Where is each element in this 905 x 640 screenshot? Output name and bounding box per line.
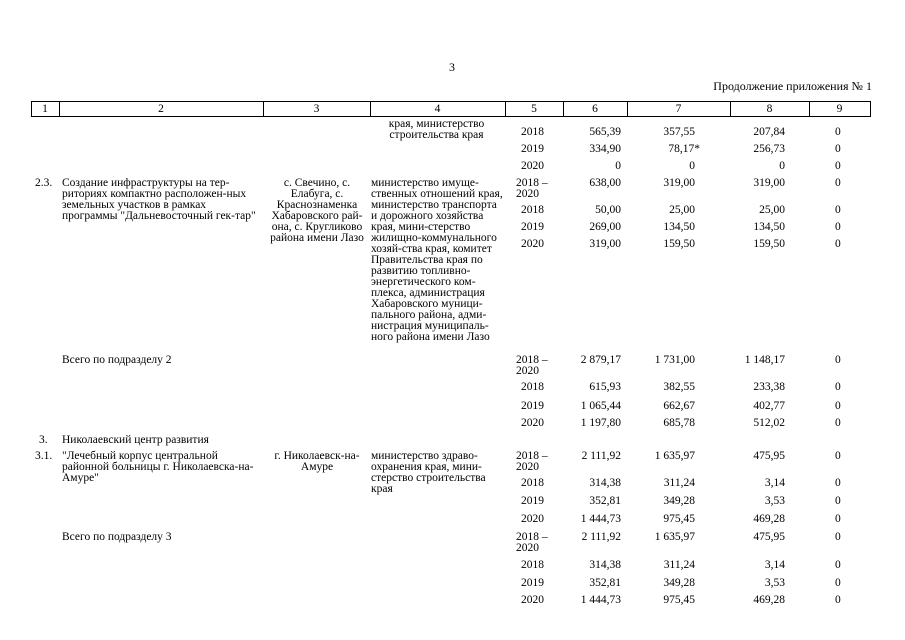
value-cell: 0 (835, 450, 841, 462)
value-cell: 0 (835, 531, 841, 543)
value-cell: 349,28 (663, 495, 695, 507)
row-number: 3.1. (35, 450, 53, 462)
value-cell: 352,81 (589, 577, 621, 589)
value-cell: 233,38 (753, 381, 785, 393)
subtotal-label: Всего по подразделу 2 (62, 354, 172, 366)
value-cell: 0 (835, 381, 841, 393)
column-header-5: 5 (531, 103, 537, 115)
year-cell: 2019 (521, 495, 544, 507)
value-cell: 256,73 (753, 143, 785, 155)
value-cell: 314,38 (589, 559, 621, 571)
value-cell: 615,93 (589, 381, 621, 393)
value-cell: 334,90 (589, 143, 621, 155)
value-cell: 159,50 (663, 238, 695, 250)
value-cell: 134,50 (753, 221, 785, 233)
year-cell: 2019 (521, 577, 544, 589)
value-cell: 0 (835, 495, 841, 507)
value-cell: 0 (779, 160, 785, 172)
value-cell: 1 731,00 (654, 354, 695, 366)
location-cell: с. Свечино, с. Елабуга, с. Краснознаменка Хабаровского рай-она, с. Кругликово района имени Лазо (270, 177, 364, 244)
value-cell: 565,39 (589, 126, 621, 138)
value-cell: 1 065,44 (580, 400, 621, 412)
year-cell: 2018 – 2020 (516, 450, 548, 473)
value-cell: 25,00 (669, 204, 695, 216)
value-cell: 402,77 (753, 400, 785, 412)
header-top-border (31, 101, 871, 102)
value-cell: 2 879,17 (580, 354, 621, 366)
column-header-4: 4 (434, 103, 441, 115)
year-cell: 2020 (521, 160, 544, 172)
column-header-3: 3 (313, 103, 320, 115)
column-header-8: 8 (766, 103, 773, 115)
value-cell: 349,28 (663, 577, 695, 589)
value-cell: 475,95 (753, 531, 785, 543)
value-cell: 469,28 (753, 594, 785, 606)
value-cell: 25,00 (759, 204, 785, 216)
executor-cell: министерство имуще-ственных отношений края, министерство транспорта и дорожного хозяйства края, мини-стерство жилищно-коммунального хозяй-ства края, комитет Правительства края по развитию топливно-энергетического ком-плекса, администрация Хабаровского муници-пального района, адми-нистрация муниципаль-ного района имени Лазо (371, 177, 503, 343)
year-cell: 2020 (521, 238, 544, 250)
year-cell: 2018 (521, 204, 544, 216)
value-cell: 159,50 (753, 238, 785, 250)
value-cell: 0 (835, 594, 841, 606)
value-cell: 50,00 (595, 204, 621, 216)
value-cell: 319,00 (753, 177, 785, 189)
value-cell: 311,24 (663, 477, 695, 489)
value-cell: 3,14 (764, 477, 785, 489)
year-cell: 2020 (521, 513, 544, 525)
value-cell: 311,24 (663, 559, 695, 571)
value-cell: 0 (835, 221, 841, 233)
value-cell: 975,45 (663, 513, 695, 525)
value-cell: 469,28 (753, 513, 785, 525)
year-cell: 2018 – 2020 (516, 354, 548, 377)
value-cell: 269,00 (589, 221, 621, 233)
year-cell: 2018 (521, 559, 544, 571)
column-header-9: 9 (836, 103, 843, 115)
value-cell: 0 (835, 126, 841, 138)
year-cell: 2018 – 2020 (516, 177, 548, 200)
page-number: 3 (449, 60, 455, 74)
subtotal-label: Всего по подразделу 3 (62, 531, 172, 543)
value-cell: 314,38 (589, 477, 621, 489)
year-cell: 2018 (521, 477, 544, 489)
column-header-6: 6 (592, 103, 598, 115)
value-cell: 512,02 (753, 417, 785, 429)
value-cell: 3,14 (764, 559, 785, 571)
value-cell: 207,84 (753, 126, 785, 138)
year-cell: 2019 (521, 143, 544, 155)
executor-cell: министерство здраво-охранения края, мини-стерство строительства края (371, 450, 486, 495)
value-cell: 0 (835, 238, 841, 250)
value-cell: 319,00 (663, 177, 695, 189)
value-cell: 0 (835, 160, 841, 172)
year-cell: 2019 (521, 400, 544, 412)
value-cell: 685,78 (663, 417, 695, 429)
value-cell: 3,53 (764, 577, 785, 589)
value-cell: 0 (835, 477, 841, 489)
value-cell: 78,17* (668, 143, 700, 155)
value-cell: 1 197,80 (580, 417, 621, 429)
value-cell: 0 (835, 417, 841, 429)
section-title: Николаевский центр развития (62, 434, 209, 446)
header-divider (870, 101, 871, 117)
year-cell: 2018 (521, 126, 544, 138)
value-cell: 662,67 (663, 400, 695, 412)
value-cell: 319,00 (589, 238, 621, 250)
value-cell: 0 (615, 160, 621, 172)
value-cell: 0 (835, 513, 841, 525)
column-header-7: 7 (675, 103, 682, 115)
item-name-cell: "Лечебный корпус центральной районной больницы г. Николаевска-на-Амуре" (62, 450, 254, 484)
value-cell: 1 444,73 (580, 594, 621, 606)
year-cell: 2020 (521, 417, 544, 429)
value-cell: 0 (835, 559, 841, 571)
value-cell: 1 635,97 (654, 531, 695, 543)
header-bottom-border (31, 116, 871, 117)
location-cell: г. Николаевск-на-Амуре (274, 450, 360, 473)
continuation-caption: Продолжение приложения № 1 (713, 79, 872, 93)
year-cell: 2018 (521, 381, 544, 393)
value-cell: 638,00 (589, 177, 621, 189)
year-cell: 2019 (521, 221, 544, 233)
column-header-2: 2 (158, 103, 164, 115)
value-cell: 975,45 (663, 594, 695, 606)
value-cell: 2 111,92 (581, 531, 621, 543)
value-cell: 134,50 (663, 221, 695, 233)
value-cell: 0 (835, 354, 841, 366)
value-cell: 1 444,73 (580, 513, 621, 525)
value-cell: 1 635,97 (654, 450, 695, 462)
year-cell: 2018 – 2020 (516, 531, 548, 554)
table-header (31, 101, 871, 117)
value-cell: 0 (835, 143, 841, 155)
value-cell: 3,53 (764, 495, 785, 507)
value-cell: 357,55 (663, 126, 695, 138)
executor-cell: края, министерство строительства края (388, 118, 485, 141)
value-cell: 2 111,92 (581, 450, 621, 462)
row-number: 2.3. (35, 177, 53, 189)
value-cell: 0 (835, 400, 841, 412)
value-cell: 0 (835, 177, 841, 189)
value-cell: 475,95 (753, 450, 785, 462)
value-cell: 352,81 (589, 495, 621, 507)
value-cell: 0 (835, 577, 841, 589)
year-cell: 2020 (521, 594, 544, 606)
value-cell: 0 (835, 204, 841, 216)
column-header-1: 1 (42, 103, 48, 115)
item-name-cell: Создание инфраструктуры на тер-риториях компактно расположен-ных земельных участков в рамках программы "Дальневосточный гек-тар" (62, 177, 256, 222)
value-cell: 382,55 (663, 381, 695, 393)
value-cell: 0 (689, 160, 695, 172)
value-cell: 1 148,17 (744, 354, 785, 366)
section-number: 3. (39, 434, 48, 446)
